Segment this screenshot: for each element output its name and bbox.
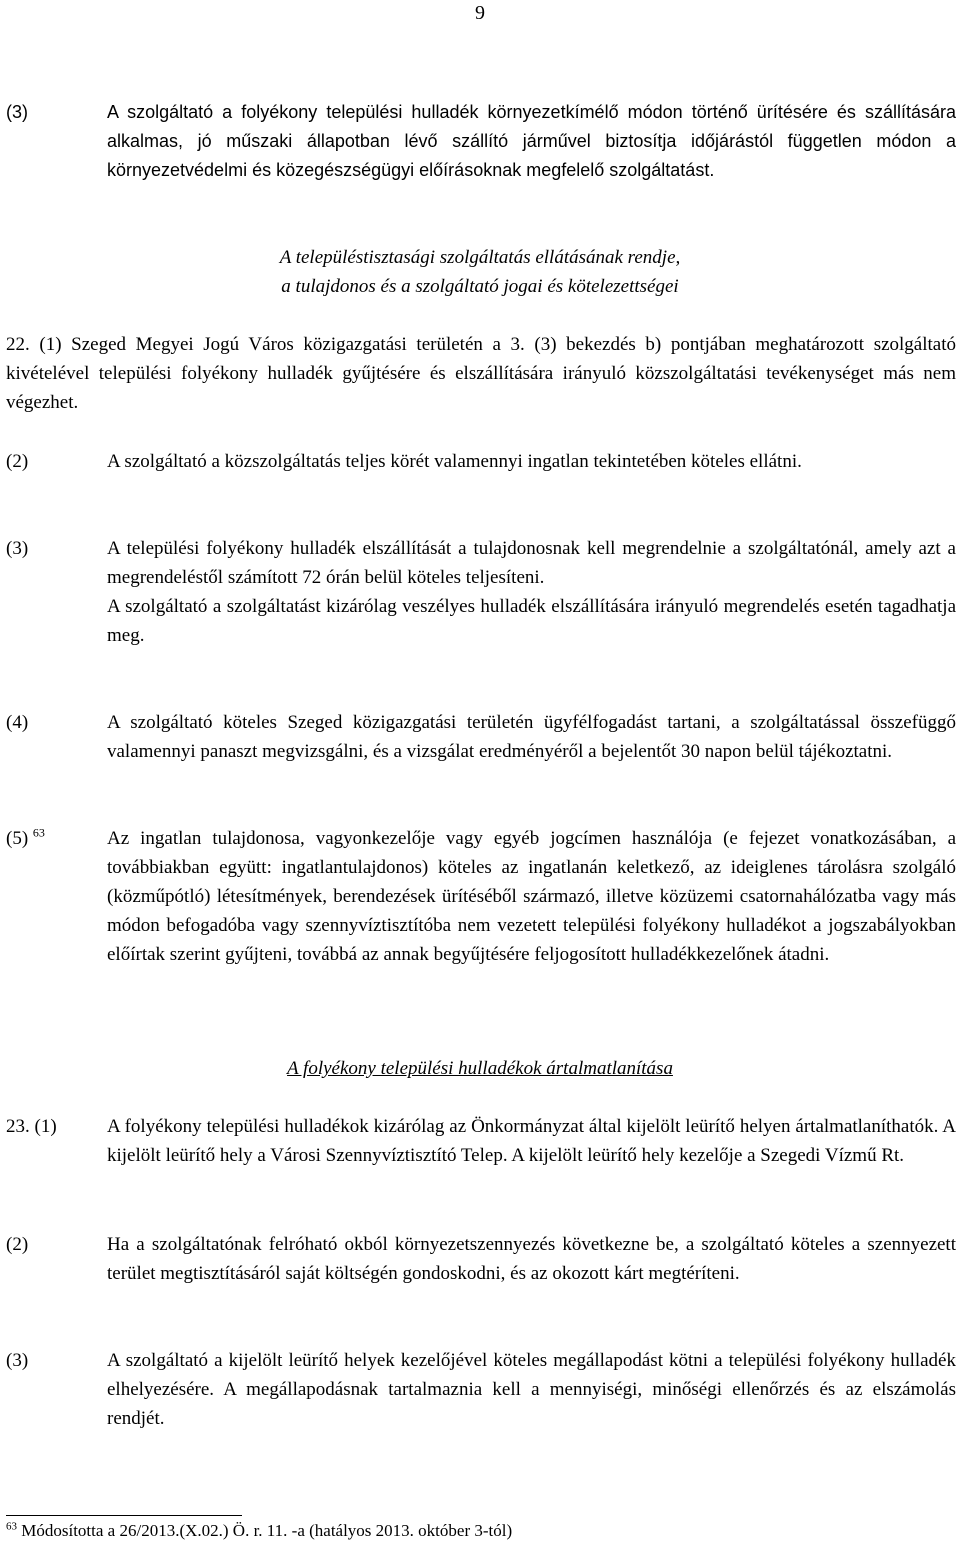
footnote-text: Módosította a 26/2013.(X.02.) Ö. r. 11. -a (hatályos 2013. október 3-tól): [21, 1521, 513, 1540]
paragraph-number: (4): [6, 712, 29, 733]
paragraph-text: A szolgáltató a közszolgáltatás teljes körét valamennyi ingatlan tekintetében köteles ellátni.: [107, 451, 802, 472]
section-23-paragraph-1: [6, 1112, 956, 1170]
paragraph-text: A folyékony települési hulladékok kizárólag az Önkormányzat által kijelölt leürítő helyen ártalmatlaníthatók. A kijelölt leürítő hely a Városi Szennyvíztisztító Telep. A kijelölt leürítő hely kezelője a Szegedi Vízmű Rt.: [107, 1116, 956, 1166]
paragraph-number: (5): [6, 828, 29, 849]
section-heading-disposal: [0, 1054, 960, 1083]
footnote-divider: [6, 1515, 242, 1516]
section-number: 23. (1): [6, 1116, 57, 1137]
paragraph-4-complaints: [6, 708, 956, 766]
paragraph-text: A szolgáltató a folyékony települési hulladék környezetkímélő módon történő ürítésére és szállítására alkalmas, jó műszaki állapotban lévő szállító járművel biztosítja időjárástól független módon a környezetvédelmi és közegészségügyi előírásoknak megfelelő szolgáltatást.: [107, 102, 956, 180]
paragraph-3-ordering: [6, 534, 956, 650]
footnote: [6, 1521, 512, 1541]
paragraph-number: (2): [6, 451, 29, 472]
footnote-reference: 63: [32, 825, 45, 840]
paragraph-text: Az ingatlan tulajdonosa, vagyonkezelője vagy egyéb jogcímen használója (e fejezet vonatkozásában, a továbbiakban együtt: ingatlantulajdonos) köteles az ingatlanán keletkező, az ideiglenes tárolásra szolgáló (közműpótló) létesítmények, berendezések ürítéséből származó, illetve közüzemi csatornahálózatba vagy más módon befogadóba vagy szennyvíztisztítóba nem vezetett települési folyékony hulladékot a jogszabályokban előírtak szerint gyűjteni, továbbá az annak begyűjtésére feljogosított hulladékkezelőnek átadni.: [107, 828, 956, 965]
footnote-marker: 63: [6, 1520, 17, 1533]
paragraph-3-vehicles: [6, 98, 956, 185]
heading-line-1: A településtisztasági szolgáltatás ellátásának rendje,: [279, 247, 681, 268]
paragraph-text: A szolgáltató köteles Szeged közigazgatási területén ügyfélfogadást tartani, a szolgáltatással összefüggő valamennyi panaszt megvizsgálni, és a vizsgálat eredményéről a bejelentőt 30 napon belül tájékoztatni.: [107, 712, 956, 762]
paragraph-text-continued: A szolgáltató a szolgáltatást kizárólag veszélyes hulladék elszállítására irányuló megrendelés esetén tagadhatja meg.: [107, 596, 956, 646]
paragraph-5-owner-obligations: [6, 824, 956, 969]
paragraph-2-scope: [6, 447, 956, 476]
paragraph-number: (3): [6, 1350, 29, 1371]
section-22-paragraph-1: 22. (1) Szeged Megyei Jogú Város közigazgatási területén a 3. (3) bekezdés b) pontjában meghatározott szolgáltató kivételével települési folyékony hulladék gyűjtésére és elszállítására irányuló közszolgáltatási tevékenységet más nem végezhet.: [6, 334, 956, 413]
section-heading-order: [0, 243, 960, 301]
heading-text: A folyékony települési hulladékok ártalmatlanítása: [287, 1058, 673, 1079]
paragraph-number: (2): [6, 1234, 29, 1255]
heading-line-2: a tulajdonos és a szolgáltató jogai és kötelezettségei: [281, 276, 679, 297]
paragraph-number: (3): [6, 538, 29, 559]
paragraph-text: A települési folyékony hulladék elszállítását a tulajdonosnak kell megrendelnie a szolgáltatónál, amely azt a megrendeléstől számított 72 órán belül köteles teljesíteni.: [107, 538, 956, 588]
paragraph-3-agreement: [6, 1346, 956, 1433]
paragraph-number: (3): [6, 102, 28, 122]
paragraph-text: Ha a szolgáltatónak felróható okból környezetszennyezés következne be, a szolgáltató köteles a szennyezett terület megtisztításáról saját költségén gondoskodni, és az okozott kárt megtéríteni.: [107, 1234, 956, 1284]
paragraph-2-pollution: [6, 1230, 956, 1288]
page-number: 9: [475, 2, 485, 24]
paragraph-text: A szolgáltató a kijelölt leürítő helyek kezelőjével köteles megállapodást kötni a települési folyékony hulladék elhelyezésére. A megállapodásnak tartalmaznia kell a mennyiségi, minőségi ellenőrzés és az elszámolás rendjét.: [107, 1350, 956, 1429]
